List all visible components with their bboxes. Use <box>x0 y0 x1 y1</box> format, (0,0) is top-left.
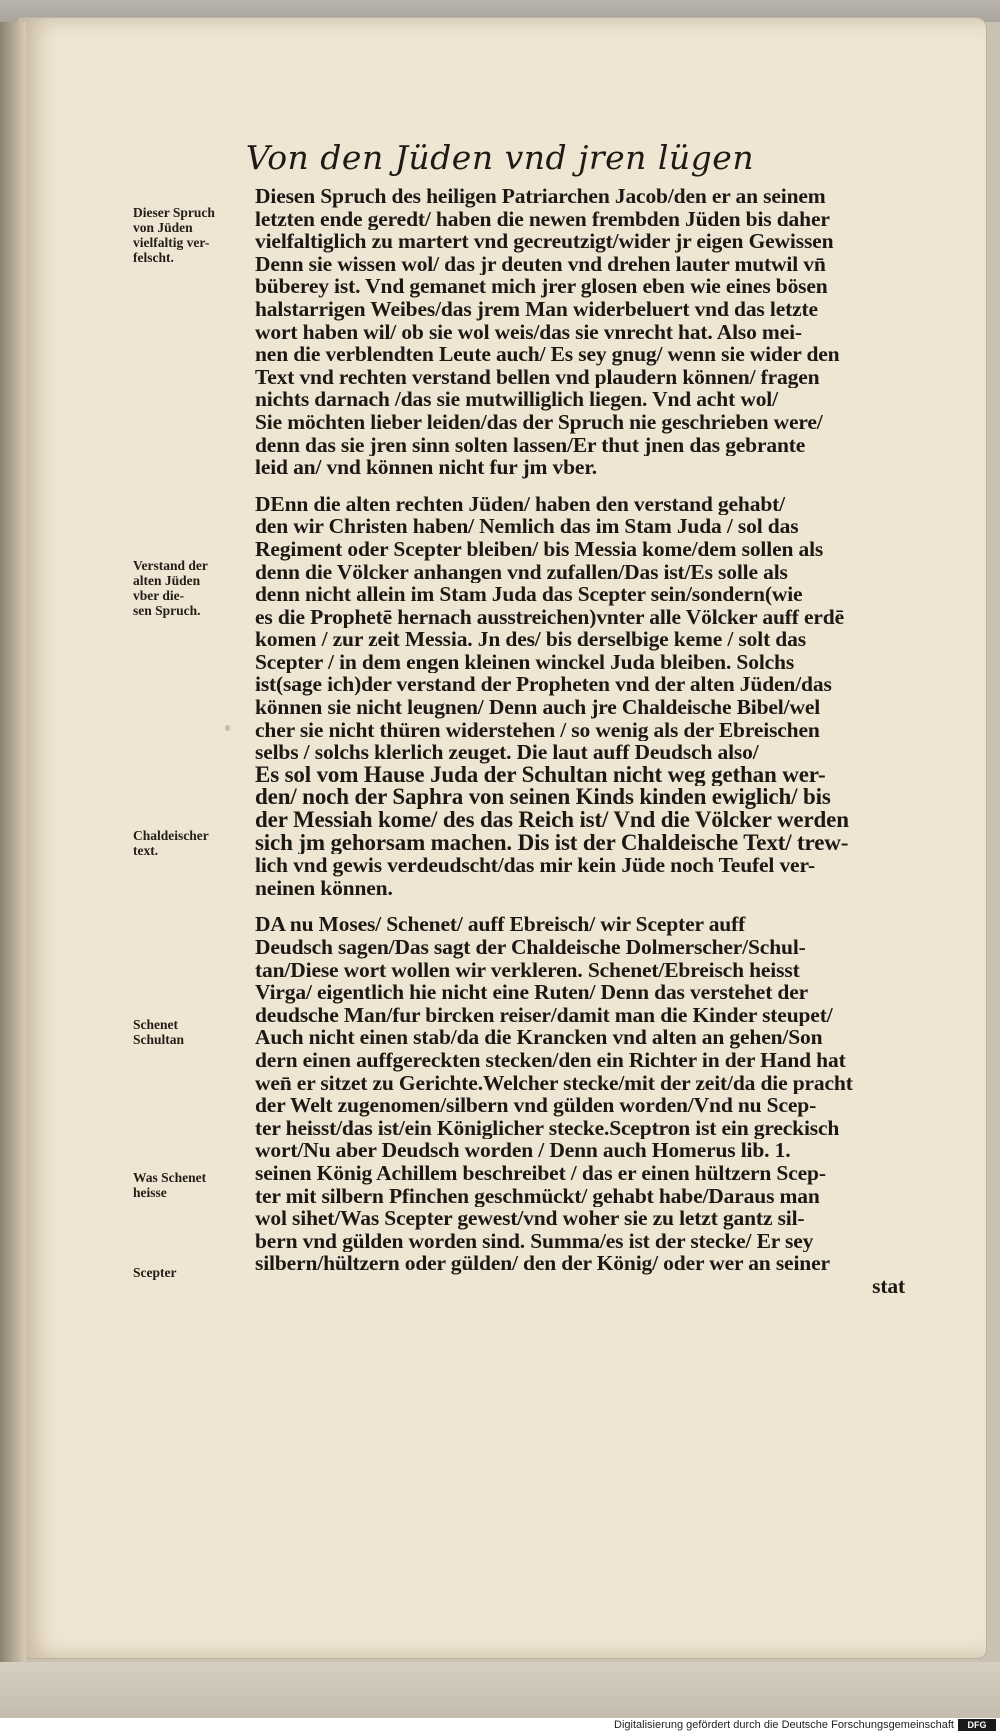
margin-note-line: Scepter <box>133 1265 177 1280</box>
body-text <box>255 185 905 1298</box>
body-line: dern einen auffgereckten stecken/den ein Richter in der Hand hat <box>255 1048 846 1072</box>
body-line: wen̄ er sitzet zu Gerichte.Welcher stecke/mit der zeit/da die pracht <box>255 1071 853 1095</box>
margin-note-6 <box>133 1265 253 1280</box>
footer-bar <box>0 1718 1000 1732</box>
body-line: Virga/ eigentlich hie nicht eine Ruten/ Denn das verstehet der <box>255 981 809 1004</box>
body-line: tan/Diese wort wollen wir verkleren. Schenet/Ebreisch heisst <box>255 958 800 982</box>
margin-note-line: heisse <box>133 1185 167 1200</box>
body-line: der Welt zugenomen/silbern vnd gülden worden/Vnd nu Scep- <box>255 1094 817 1117</box>
book-cover-bottom <box>0 1662 1000 1718</box>
ink-speck <box>225 725 230 731</box>
footer-credit: Digitalisierung gefördert durch die Deutsche Forschungsgemeinschaft <box>614 1719 954 1731</box>
margin-note-2 <box>133 558 253 618</box>
body-line: denn die Völcker anhangen vnd zufallen/Das ist/Es solle als <box>255 560 788 584</box>
body-line: den wir Christen haben/ Nemlich das im Stam Juda / sol das <box>255 515 799 538</box>
body-line: es die Prophetē hernach ausstreichen)vnter alle Völcker auff erdē <box>255 605 844 629</box>
margin-note-line: Chaldeischer <box>133 828 209 843</box>
margin-note-line: alten Jüden <box>133 573 201 588</box>
body-line: wort haben wil/ ob sie wol weis/das sie vnrecht hat. Also mei- <box>255 320 802 344</box>
body-line: denn nicht allein im Stam Juda das Scepter sein/sondern(wie <box>255 583 803 606</box>
body-line: selbs / solchs klerlich zeuget. Die laut auff Deudsch also/ <box>255 741 759 764</box>
body-line: Auch nicht einen stab/da die Krancken vnd alten an gehen/Son <box>255 1026 823 1049</box>
body-line: DEnn die alten rechten Jüden/ haben den verstand gehabt/ <box>255 492 785 516</box>
body-line: bern vnd gülden worden sind. Summa/es ist der stecke/ Er sey <box>255 1229 814 1253</box>
body-line: seinen König Achillem beschreibet / das er einen hültzern Scep- <box>255 1161 826 1185</box>
body-line: DA nu Moses/ Schenet/ auff Ebreisch/ wir Scepter auff <box>255 913 746 936</box>
margin-note-line: Schenet <box>133 1017 178 1032</box>
margin-note-3 <box>133 828 253 858</box>
body-line: komen / zur zeit Messia. Jn des/ bis derselbige keme / solt das <box>255 628 806 651</box>
paragraph-gap <box>255 899 905 913</box>
margin-note-line: vielfaltig ver- <box>133 235 210 250</box>
margin-note-line: Schultan <box>133 1032 185 1047</box>
dfg-logo: DFG <box>958 1719 996 1731</box>
margin-note-line: Verstand der <box>133 558 208 573</box>
body-line: ist(sage ich)der verstand der Propheten vnd der alten Jüden/das <box>255 673 832 697</box>
body-line: letzten ende geredt/ haben die newen frembden Jüden bis daher <box>255 207 830 231</box>
body-line: Denn sie wissen wol/ das jr deuten vnd drehen lauter mutwil vn̄ <box>255 252 826 276</box>
body-line: halstarrigen Weibes/das jrem Man widerbeluert vnd das letzte <box>255 297 818 321</box>
body-line: Scepter / in dem engen kleinen winckel Juda bleiben. Solchs <box>255 650 795 674</box>
margin-note-line: von Jüden <box>133 220 193 235</box>
margin-note-line: Dieser Spruch <box>133 205 215 220</box>
body-line: lich vnd gewis verdeudscht/das mir kein Jüde noch Teufel ver- <box>255 854 816 877</box>
body-line: stat <box>872 1274 905 1298</box>
body-line: cher sie nicht thüren widerstehen / so wenig als der Ebreischen <box>255 718 820 742</box>
body-line: wort/Nu aber Deudsch worden / Denn auch Homerus lib. 1. <box>255 1139 791 1162</box>
body-line: Regiment oder Scepter bleiben/ bis Messia kome/dem sollen als <box>255 537 824 561</box>
body-line: ter heisst/das ist/ein Königlicher stecke.Sceptron ist ein greckisch <box>255 1116 840 1140</box>
body-line: silbern/hültzern oder gülden/ den der König/ oder wer an seiner <box>255 1252 830 1275</box>
margin-note-line: Was Schenet <box>133 1170 207 1185</box>
body-line: sich jm gehorsam machen. Dis ist der Chaldeische Text/ trew- <box>255 831 849 855</box>
paragraph-gap <box>255 479 905 493</box>
body-line: deudsche Man/fur bircken reiser/damit man die Kinder steupet/ <box>255 1003 833 1027</box>
body-line: wol sihet/Was Scepter gewest/vnd woher sie zu letzt gantz sil- <box>255 1207 805 1230</box>
margin-note-line: vber die- <box>133 588 185 603</box>
body-line: Sie möchten lieber leiden/das der Spruch nie geschrieben were/ <box>255 410 823 434</box>
margin-note-1 <box>133 205 253 265</box>
margin-note-line: felscht. <box>133 250 174 265</box>
margin-note-line: sen Spruch. <box>133 603 201 618</box>
body-line: vielfaltiglich zu martert vnd gecreutzigt/wider jr eigen Gewissen <box>255 230 834 253</box>
margin-note-4 <box>133 1017 253 1047</box>
body-line: denn das sie jren sinn solten lassen/Er thut jnen das gebrante <box>255 433 806 457</box>
body-line: nichts darnach /das sie mutwilliglich liegen. Vnd acht wol/ <box>255 388 778 411</box>
body-line: Es sol vom Hause Juda der Schultan nicht weg gethan wer- <box>255 763 826 787</box>
body-line: nen die verblendten Leute auch/ Es sey gnug/ wenn sie wider den <box>255 343 840 366</box>
running-head: Von den Jüden vnd jren lügen <box>245 138 755 177</box>
margin-note-5 <box>133 1170 253 1200</box>
body-line: der Messiah kome/ des das Reich ist/ Vnd die Völcker werden <box>255 809 849 832</box>
margin-note-line: text. <box>133 843 159 858</box>
body-line: Deudsch sagen/Das sagt der Chaldeische Dolmerscher/Schul- <box>255 936 806 959</box>
body-line: neinen können. <box>255 876 393 900</box>
body-line: büberey ist. Vnd gemanet mich jrer glosen eben wie eines bösen <box>255 275 828 298</box>
body-line: können sie nicht leugnen/ Denn auch jre Chaldeische Bibel/wel <box>255 696 821 719</box>
body-line: leid an/ vnd können nicht fur jm vber. <box>255 456 597 479</box>
body-line: ter mit silbern Pfinchen geschmückt/ gehabt habe/Daraus man <box>255 1184 820 1208</box>
book-spine-shadow <box>0 22 26 1672</box>
body-line: Diesen Spruch des heiligen Patriarchen Jacob/den er an seinem <box>255 185 826 208</box>
body-line: den/ noch der Saphra von seinen Kinds kinden ewiglich/ bis <box>255 786 831 810</box>
body-line: Text vnd rechten verstand bellen vnd plaudern können/ fragen <box>255 365 820 389</box>
